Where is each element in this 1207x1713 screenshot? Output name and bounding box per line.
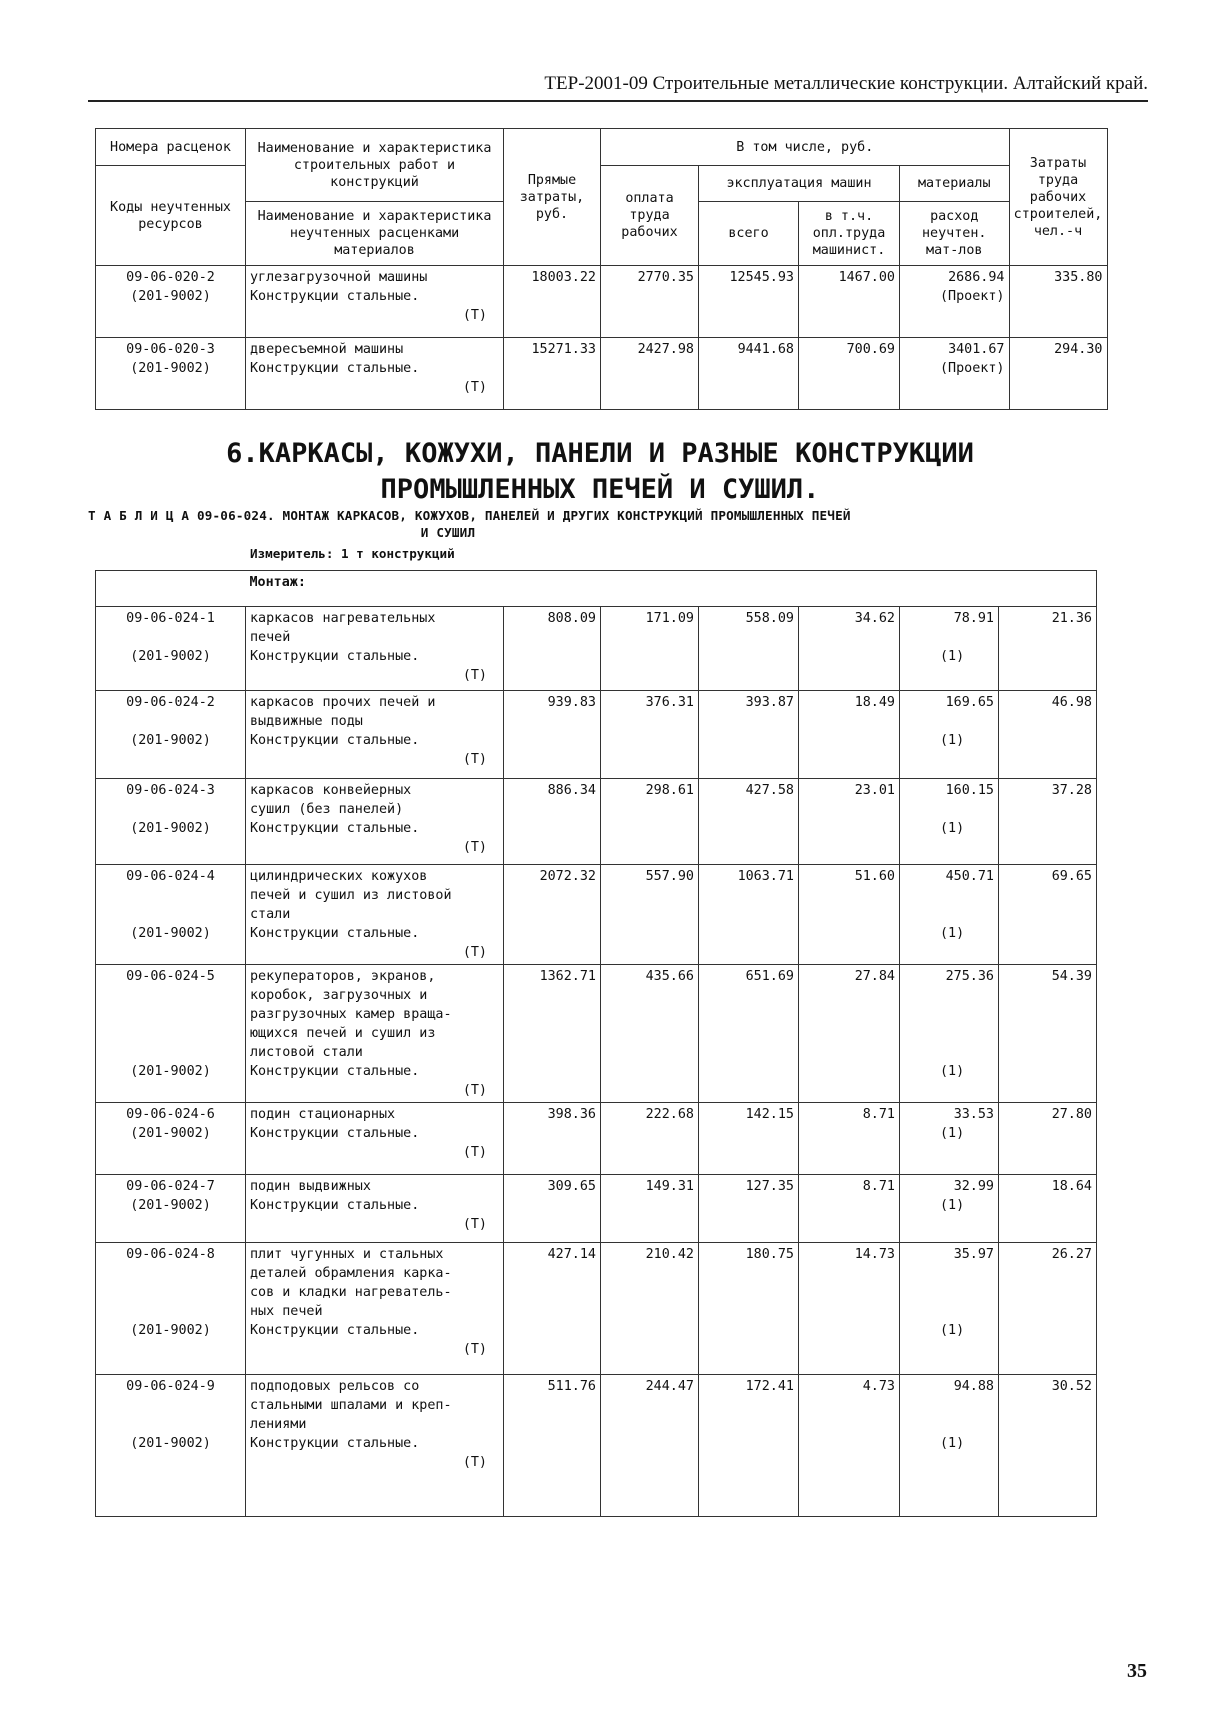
machinist-pay-cell bbox=[799, 1243, 900, 1375]
materials-value: 32.99 bbox=[953, 1179, 994, 1194]
labor-hours: 30.52 bbox=[1051, 1379, 1092, 1394]
machinist-pay: 23.01 bbox=[854, 783, 895, 798]
work-name-line: плит чугунных и стальных bbox=[250, 1247, 444, 1262]
rate-code-cell bbox=[96, 1103, 246, 1175]
table-row bbox=[96, 965, 1097, 1103]
materials-note: (1) bbox=[940, 1436, 965, 1451]
direct-costs: 886.34 bbox=[547, 783, 596, 798]
table-row bbox=[96, 1243, 1097, 1375]
rate-code-cell bbox=[96, 607, 246, 691]
labor-pay-cell bbox=[601, 1175, 699, 1243]
machinist-pay-cell bbox=[799, 266, 900, 338]
labor-hours-cell bbox=[1009, 338, 1107, 410]
main-rates-table bbox=[95, 570, 1097, 1517]
resource-code: (201-9002) bbox=[130, 289, 211, 304]
materials-value: 3401.67 bbox=[948, 342, 1005, 357]
direct-costs: 309.65 bbox=[547, 1179, 596, 1194]
work-name-cell bbox=[246, 607, 504, 691]
work-name-line: сов и кладки нагреватель- bbox=[250, 1285, 452, 1300]
running-header: ТЕР-2001-09 Строительные металлические конструкции. Алтайский край. bbox=[88, 72, 1148, 102]
machines-total: 172.41 bbox=[745, 1379, 794, 1394]
materials-value: 169.65 bbox=[945, 695, 994, 710]
rate-code-cell bbox=[96, 965, 246, 1103]
machinist-pay-cell bbox=[799, 779, 900, 865]
resource-code: (201-9002) bbox=[130, 361, 211, 376]
machines-total: 427.58 bbox=[745, 783, 794, 798]
machines-total: 12545.93 bbox=[729, 270, 794, 285]
material-unit: (Т) bbox=[462, 668, 487, 683]
rate-code: 09-06-024-9 bbox=[126, 1379, 215, 1394]
materials-value: 2686.94 bbox=[948, 270, 1005, 285]
direct-costs: 511.76 bbox=[547, 1379, 596, 1394]
labor-hours-cell bbox=[999, 1375, 1097, 1517]
rate-code-cell bbox=[96, 691, 246, 779]
machines-total-cell bbox=[699, 266, 799, 338]
work-name-cell bbox=[246, 865, 504, 965]
section-title-line-1: 6.КАРКАСЫ, КОЖУХИ, ПАНЕЛИ И РАЗНЫЕ КОНСТРУКЦИИ bbox=[226, 438, 974, 469]
machinist-pay: 1467.00 bbox=[838, 270, 895, 285]
machinist-pay: 700.69 bbox=[846, 342, 895, 357]
machinist-pay-cell bbox=[799, 338, 900, 410]
labor-pay-cell bbox=[601, 338, 699, 410]
direct-costs: 427.14 bbox=[547, 1247, 596, 1262]
machinist-pay: 14.73 bbox=[854, 1247, 895, 1262]
material-name: Конструкции стальные. bbox=[250, 649, 420, 664]
materials-note: (1) bbox=[940, 1198, 965, 1213]
machines-total-cell bbox=[699, 1175, 799, 1243]
material-name: Конструкции стальные. bbox=[250, 361, 420, 376]
labor-pay: 244.47 bbox=[645, 1379, 694, 1394]
labor-hours-cell bbox=[999, 607, 1097, 691]
machinist-pay-cell bbox=[799, 965, 900, 1103]
direct-costs-cell bbox=[504, 779, 601, 865]
material-name: Конструкции стальные. bbox=[250, 1126, 420, 1141]
machines-total: 127.35 bbox=[745, 1179, 794, 1194]
rate-code-cell bbox=[96, 338, 246, 410]
materials-value: 78.91 bbox=[953, 611, 994, 626]
table-row bbox=[96, 338, 1108, 410]
direct-costs: 808.09 bbox=[547, 611, 596, 626]
table-row bbox=[96, 779, 1097, 865]
rate-code: 09-06-024-8 bbox=[126, 1247, 215, 1262]
work-name: углезагрузочной машины bbox=[250, 270, 428, 285]
materials-cell bbox=[900, 691, 999, 779]
labor-hours-cell bbox=[999, 965, 1097, 1103]
labor-hours: 69.65 bbox=[1051, 869, 1092, 884]
material-unit: (Т) bbox=[462, 1217, 487, 1232]
direct-costs-cell bbox=[504, 865, 601, 965]
materials-note: (1) bbox=[940, 649, 965, 664]
header-material-consumption: расход неучтен. мат-лов bbox=[900, 202, 1010, 266]
machinist-pay-cell bbox=[799, 691, 900, 779]
rate-code-cell bbox=[96, 266, 246, 338]
labor-hours: 27.80 bbox=[1051, 1107, 1092, 1122]
machines-total: 9441.68 bbox=[737, 342, 794, 357]
labor-pay: 557.90 bbox=[645, 869, 694, 884]
machinist-pay: 27.84 bbox=[854, 969, 895, 984]
labor-hours-cell bbox=[999, 1243, 1097, 1375]
header-rate-numbers: Номера расценок bbox=[96, 129, 246, 166]
labor-hours-cell bbox=[999, 691, 1097, 779]
work-name-line: сушил (без панелей) bbox=[250, 802, 404, 817]
labor-hours-cell bbox=[999, 1175, 1097, 1243]
resource-code: (201-9002) bbox=[130, 1198, 211, 1213]
work-name-line: ющихся печей и сушил из bbox=[250, 1026, 436, 1041]
rate-code-cell bbox=[96, 865, 246, 965]
rate-code: 09-06-024-1 bbox=[126, 611, 215, 626]
rate-code-cell bbox=[96, 1175, 246, 1243]
table-caption bbox=[88, 507, 1138, 541]
labor-hours-cell bbox=[1009, 266, 1107, 338]
table-row bbox=[96, 266, 1108, 338]
materials-cell bbox=[900, 1103, 999, 1175]
labor-pay: 222.68 bbox=[645, 1107, 694, 1122]
work-name-line: коробок, загрузочных и bbox=[250, 988, 428, 1003]
labor-hours: 54.39 bbox=[1051, 969, 1092, 984]
rate-code-cell bbox=[96, 1375, 246, 1517]
rate-code: 09-06-020-2 bbox=[126, 270, 215, 285]
direct-costs: 398.36 bbox=[547, 1107, 596, 1122]
work-name-line: разгрузочных камер враща- bbox=[250, 1007, 452, 1022]
labor-hours: 335.80 bbox=[1054, 270, 1103, 285]
material-unit: (Т) bbox=[462, 840, 487, 855]
rate-code: 09-06-024-7 bbox=[126, 1179, 215, 1194]
material-name: Конструкции стальные. bbox=[250, 1064, 420, 1079]
machinist-pay-cell bbox=[799, 1103, 900, 1175]
machinist-pay: 18.49 bbox=[854, 695, 895, 710]
rate-code: 09-06-024-2 bbox=[126, 695, 215, 710]
work-name-line: листовой стали bbox=[250, 1045, 363, 1060]
materials-note: (1) bbox=[940, 821, 965, 836]
material-name: Конструкции стальные. bbox=[250, 821, 420, 836]
labor-pay-cell bbox=[601, 266, 699, 338]
group-label: Монтаж: bbox=[246, 571, 1097, 607]
header-labor-pay: оплата труда рабочих bbox=[601, 166, 699, 266]
direct-costs-cell bbox=[504, 691, 601, 779]
materials-value: 33.53 bbox=[953, 1107, 994, 1122]
material-name: Конструкции стальные. bbox=[250, 289, 420, 304]
materials-note: (1) bbox=[940, 926, 965, 941]
materials-cell bbox=[900, 865, 999, 965]
direct-costs-cell bbox=[504, 1243, 601, 1375]
materials-value: 35.97 bbox=[953, 1247, 994, 1262]
machines-total-cell bbox=[699, 691, 799, 779]
work-name-cell bbox=[246, 1243, 504, 1375]
resource-code: (201-9002) bbox=[130, 1064, 211, 1079]
direct-costs-cell bbox=[504, 607, 601, 691]
rate-code: 09-06-024-3 bbox=[126, 783, 215, 798]
work-name-cell bbox=[246, 1375, 504, 1517]
resource-code: (201-9002) bbox=[130, 1323, 211, 1338]
direct-costs: 18003.22 bbox=[531, 270, 596, 285]
labor-hours-cell bbox=[999, 779, 1097, 865]
material-name: Конструкции стальные. bbox=[250, 1436, 420, 1451]
labor-pay-cell bbox=[601, 1243, 699, 1375]
machines-total-cell bbox=[699, 1103, 799, 1175]
labor-hours-cell bbox=[999, 1103, 1097, 1175]
work-name-cell bbox=[246, 266, 504, 338]
materials-cell bbox=[900, 965, 999, 1103]
rate-code: 09-06-024-4 bbox=[126, 869, 215, 884]
work-name-cell bbox=[246, 691, 504, 779]
direct-costs-cell bbox=[504, 965, 601, 1103]
labor-pay: 2427.98 bbox=[637, 342, 694, 357]
labor-pay: 435.66 bbox=[645, 969, 694, 984]
materials-note: (Проект) bbox=[940, 289, 1005, 304]
materials-note: (1) bbox=[940, 1323, 965, 1338]
direct-costs-cell bbox=[504, 1103, 601, 1175]
resource-code: (201-9002) bbox=[130, 1126, 211, 1141]
header-materials: материалы bbox=[900, 166, 1010, 202]
materials-note: (Проект) bbox=[940, 361, 1005, 376]
materials-cell bbox=[900, 1175, 999, 1243]
materials-value: 275.36 bbox=[945, 969, 994, 984]
material-unit: (Т) bbox=[462, 1342, 487, 1357]
page-number: 35 bbox=[1127, 1660, 1147, 1682]
machines-total-cell bbox=[699, 865, 799, 965]
unit-line: Измеритель: 1 т конструкций bbox=[250, 546, 455, 561]
material-name: Конструкции стальные. bbox=[250, 733, 420, 748]
table-row bbox=[96, 1375, 1097, 1517]
machines-total-cell bbox=[699, 779, 799, 865]
direct-costs: 1362.71 bbox=[539, 969, 596, 984]
rate-code: 09-06-020-3 bbox=[126, 342, 215, 357]
rate-code-cell bbox=[96, 779, 246, 865]
labor-pay: 2770.35 bbox=[637, 270, 694, 285]
work-name-line: подин выдвижных bbox=[250, 1179, 371, 1194]
rate-code: 09-06-024-5 bbox=[126, 969, 215, 984]
work-name-line: подин стационарных bbox=[250, 1107, 396, 1122]
material-name: Конструкции стальные. bbox=[250, 926, 420, 941]
materials-cell bbox=[900, 338, 1010, 410]
header-including: В том числе, руб. bbox=[601, 129, 1010, 166]
rate-code: 09-06-024-6 bbox=[126, 1107, 215, 1122]
labor-hours: 46.98 bbox=[1051, 695, 1092, 710]
labor-pay-cell bbox=[601, 965, 699, 1103]
table-row bbox=[96, 607, 1097, 691]
header-resource-codes: Коды неучтенных ресурсов bbox=[96, 166, 246, 266]
table-caption-line-2: И СУШИЛ bbox=[420, 525, 476, 540]
machines-total: 558.09 bbox=[745, 611, 794, 626]
labor-pay: 149.31 bbox=[645, 1179, 694, 1194]
material-unit: (Т) bbox=[462, 752, 487, 767]
labor-pay-cell bbox=[601, 691, 699, 779]
material-name: Конструкции стальные. bbox=[250, 1198, 420, 1213]
machines-total: 651.69 bbox=[745, 969, 794, 984]
table-row bbox=[96, 1175, 1097, 1243]
work-name-line: каркасов нагревательных bbox=[250, 611, 436, 626]
material-unit: (Т) bbox=[462, 308, 487, 323]
direct-costs-cell bbox=[504, 266, 601, 338]
materials-cell bbox=[900, 607, 999, 691]
materials-note: (1) bbox=[940, 1126, 965, 1141]
work-name-line: каркасов прочих печей и bbox=[250, 695, 436, 710]
machines-total: 180.75 bbox=[745, 1247, 794, 1262]
machines-total-cell bbox=[699, 965, 799, 1103]
labor-pay-cell bbox=[601, 779, 699, 865]
header-machinist-pay: в т.ч. опл.труда машинист. bbox=[799, 202, 900, 266]
top-rates-table bbox=[95, 128, 1108, 410]
header-work-name: Наименование и характеристика строительных работ и конструкций bbox=[246, 129, 504, 202]
machinist-pay: 51.60 bbox=[854, 869, 895, 884]
header-machines-total: всего bbox=[699, 202, 799, 266]
work-name-line: выдвижные поды bbox=[250, 714, 363, 729]
machinist-pay-cell bbox=[799, 1375, 900, 1517]
material-unit: (Т) bbox=[462, 1083, 487, 1098]
work-name-line: стали bbox=[250, 907, 291, 922]
work-name-line: печей bbox=[250, 630, 291, 645]
material-name: Конструкции стальные. bbox=[250, 1323, 420, 1338]
direct-costs: 2072.32 bbox=[539, 869, 596, 884]
work-name-cell bbox=[246, 1175, 504, 1243]
resource-code: (201-9002) bbox=[130, 649, 211, 664]
rate-code-cell bbox=[96, 1243, 246, 1375]
labor-pay: 376.31 bbox=[645, 695, 694, 710]
machines-total-cell bbox=[699, 1243, 799, 1375]
work-name-line: цилиндрических кожухов bbox=[250, 869, 428, 884]
labor-hours: 21.36 bbox=[1051, 611, 1092, 626]
labor-pay-cell bbox=[601, 1375, 699, 1517]
machinist-pay-cell bbox=[799, 865, 900, 965]
table-row bbox=[96, 691, 1097, 779]
machinist-pay-cell bbox=[799, 1175, 900, 1243]
machinist-pay: 8.71 bbox=[862, 1179, 895, 1194]
materials-cell bbox=[900, 1375, 999, 1517]
table-row bbox=[96, 1103, 1097, 1175]
section-title-line-2: ПРОМЫШЛЕННЫХ ПЕЧЕЙ И СУШИЛ. bbox=[380, 474, 820, 505]
resource-code: (201-9002) bbox=[130, 926, 211, 941]
section-title bbox=[100, 436, 1100, 508]
machines-total-cell bbox=[699, 338, 799, 410]
direct-costs: 15271.33 bbox=[531, 342, 596, 357]
resource-code: (201-9002) bbox=[130, 733, 211, 748]
work-name-line: рекуператоров, экранов, bbox=[250, 969, 436, 984]
labor-pay: 171.09 bbox=[645, 611, 694, 626]
materials-value: 160.15 bbox=[945, 783, 994, 798]
machinist-pay-cell bbox=[799, 607, 900, 691]
materials-cell bbox=[900, 779, 999, 865]
resource-code: (201-9002) bbox=[130, 821, 211, 836]
labor-hours: 294.30 bbox=[1054, 342, 1103, 357]
direct-costs-cell bbox=[504, 1175, 601, 1243]
labor-pay-cell bbox=[601, 607, 699, 691]
labor-hours-cell bbox=[999, 865, 1097, 965]
work-name-line: деталей обрамления карка- bbox=[250, 1266, 452, 1281]
material-unit: (Т) bbox=[462, 1145, 487, 1160]
materials-note: (1) bbox=[940, 1064, 965, 1079]
materials-value: 450.71 bbox=[945, 869, 994, 884]
machines-total: 142.15 bbox=[745, 1107, 794, 1122]
header-labor-hours: Затраты труда рабочих строителей, чел.-ч bbox=[1009, 129, 1107, 266]
labor-hours: 18.64 bbox=[1051, 1179, 1092, 1194]
materials-cell bbox=[900, 266, 1010, 338]
work-name-line: подподовых рельсов со bbox=[250, 1379, 420, 1394]
resource-code: (201-9002) bbox=[130, 1436, 211, 1451]
work-name-cell bbox=[246, 965, 504, 1103]
direct-costs-cell bbox=[504, 1375, 601, 1517]
labor-pay: 298.61 bbox=[645, 783, 694, 798]
machines-total: 393.87 bbox=[745, 695, 794, 710]
header-material-name: Наименование и характеристика неучтенных расценками материалов bbox=[246, 202, 504, 266]
direct-costs: 939.83 bbox=[547, 695, 596, 710]
work-name-cell bbox=[246, 779, 504, 865]
machinist-pay: 8.71 bbox=[862, 1107, 895, 1122]
labor-pay: 210.42 bbox=[645, 1247, 694, 1262]
direct-costs-cell bbox=[504, 338, 601, 410]
table-row bbox=[96, 865, 1097, 965]
machines-total: 1063.71 bbox=[737, 869, 794, 884]
materials-note: (1) bbox=[940, 733, 965, 748]
machinist-pay: 34.62 bbox=[854, 611, 895, 626]
header-direct-costs: Прямые затраты, руб. bbox=[504, 129, 601, 266]
labor-pay-cell bbox=[601, 1103, 699, 1175]
materials-value: 94.88 bbox=[953, 1379, 994, 1394]
work-name-cell bbox=[246, 1103, 504, 1175]
material-unit: (Т) bbox=[462, 380, 487, 395]
materials-cell bbox=[900, 1243, 999, 1375]
material-unit: (Т) bbox=[462, 945, 487, 960]
work-name-line: каркасов конвейерных bbox=[250, 783, 412, 798]
machines-total-cell bbox=[699, 607, 799, 691]
work-name-line: печей и сушил из листовой bbox=[250, 888, 452, 903]
material-unit: (Т) bbox=[462, 1455, 487, 1470]
machinist-pay: 4.73 bbox=[862, 1379, 895, 1394]
work-name: двересъемной машины bbox=[250, 342, 404, 357]
labor-hours: 26.27 bbox=[1051, 1247, 1092, 1262]
machines-total-cell bbox=[699, 1375, 799, 1517]
labor-hours: 37.28 bbox=[1051, 783, 1092, 798]
work-name-line: ных печей bbox=[250, 1304, 323, 1319]
work-name-line: стальными шпалами и креп- bbox=[250, 1398, 452, 1413]
labor-pay-cell bbox=[601, 865, 699, 965]
work-name-cell bbox=[246, 338, 504, 410]
header-machines: эксплуатация машин bbox=[699, 166, 900, 202]
work-name-line: лениями bbox=[250, 1417, 307, 1432]
table-caption-line-1: Т А Б Л И Ц А 09-06-024. МОНТАЖ КАРКАСОВ, КОЖУХОВ, ПАНЕЛЕЙ И ДРУГИХ КОНСТРУКЦИЙ ПРОМЫШЛЕННЫХ ПЕЧЕЙ bbox=[88, 508, 851, 523]
